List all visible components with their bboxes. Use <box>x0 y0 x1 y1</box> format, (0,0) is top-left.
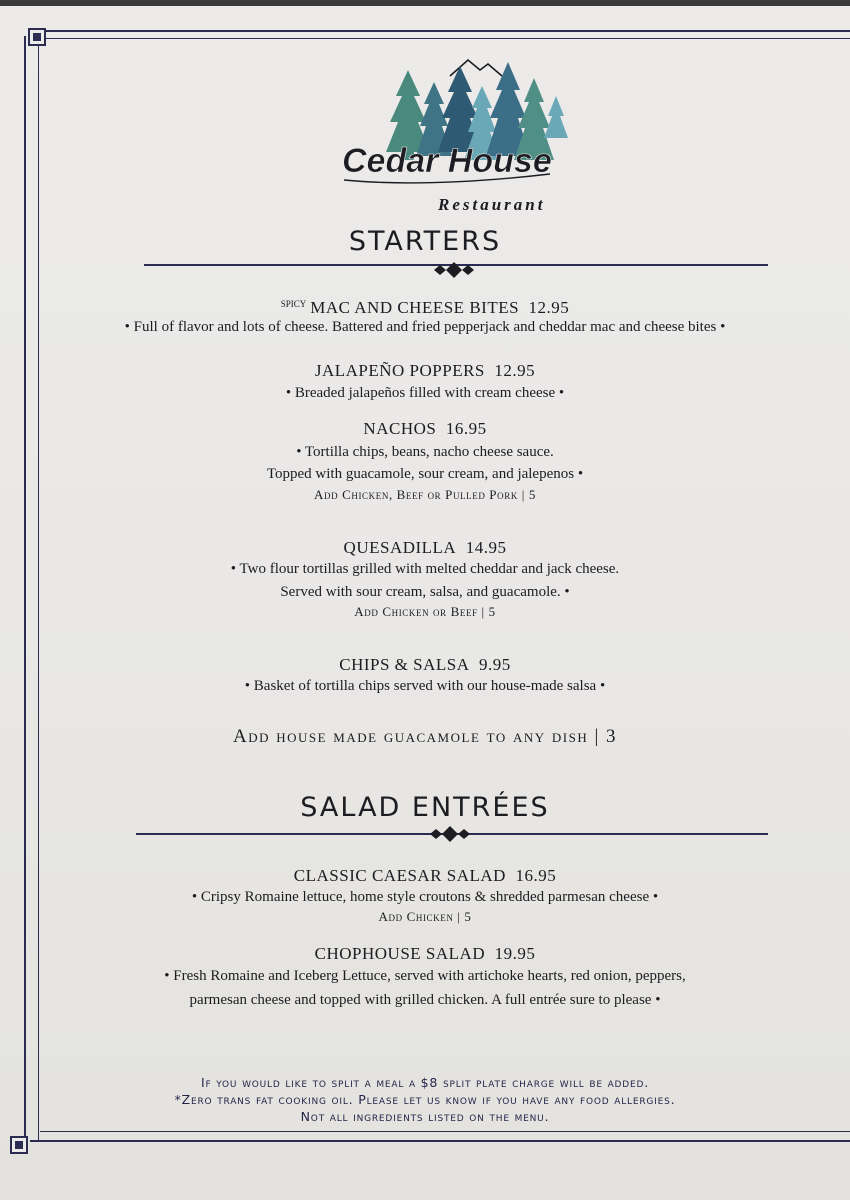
footer-split-plate-note: If you would like to split a meal a $8 split plate charge will be added. <box>200 1075 649 1090</box>
item-description: Served with sour cream, salsa, and guacamole. • <box>280 584 570 600</box>
item-price: 19.95 <box>494 944 536 963</box>
item-addon: Add Chicken | 5 <box>378 909 472 924</box>
frame-bottom-outer <box>30 1140 850 1142</box>
footer-notes <box>0 1074 850 1125</box>
item-addon: Add Chicken or Beef | 5 <box>354 604 496 619</box>
svg-text:Restaurant: Restaurant <box>438 195 546 214</box>
item-price: 16.95 <box>445 419 487 438</box>
frame-top-inner <box>40 38 850 39</box>
item-description: parmesan cheese and topped with grilled chicken. A full entrée sure to please • <box>189 992 661 1008</box>
frame-top-outer <box>30 30 850 32</box>
salads-title: SALAD ENTRÉES <box>300 792 550 823</box>
item-description: • Cripsy Romaine lettuce, home style croutons & shredded parmesan cheese • <box>191 889 659 905</box>
item-description: • Fresh Romaine and Iceberg Lettuce, served with artichoke hearts, red onion, peppers, <box>164 968 686 984</box>
item-price: 14.95 <box>465 538 507 557</box>
salads-diamond-ornament <box>420 826 480 842</box>
item-description: • Breaded jalapeños filled with cream cheese • <box>285 385 565 401</box>
item-description: • Two flour tortillas grilled with melted cheddar and jack cheese. <box>230 561 620 577</box>
logo-lettering: Cedar House <box>342 142 552 180</box>
frame-corner-bottom-left <box>10 1136 28 1154</box>
frame-corner-top-left <box>28 28 46 46</box>
item-name: CLASSIC CAESAR SALAD <box>293 866 506 885</box>
item-price: 12.95 <box>494 361 536 380</box>
item-price: 12.95 <box>528 298 570 317</box>
item-chophouse-salad <box>0 944 850 964</box>
item-price: 9.95 <box>479 655 511 674</box>
item-name: JALAPEÑO POPPERS <box>314 361 485 380</box>
item-nachos <box>0 419 850 439</box>
item-name: MAC AND CHEESE BITES <box>310 298 520 317</box>
item-addon: Add Chicken, Beef or Pulled Pork | 5 <box>314 487 536 502</box>
frame-bottom-inner <box>40 1131 850 1132</box>
footer-ingredients-note: Not all ingredients listed on the menu. <box>300 1109 550 1124</box>
item-description: • Tortilla chips, beans, nacho cheese sauce. <box>296 444 554 460</box>
starters-title: STARTERS <box>348 226 502 257</box>
item-name: NACHOS <box>363 419 437 438</box>
item-description: Topped with guacamole, sour cream, and jalepenos • <box>266 466 584 482</box>
item-classic-caesar-salad <box>0 866 850 886</box>
cedar-trees-logo-icon <box>330 56 580 216</box>
item-name: QUESADILLA <box>343 538 457 557</box>
spicy-tag: SPICY <box>280 299 307 309</box>
item-name: CHOPHOUSE SALAD <box>314 944 486 963</box>
item-chips-salsa <box>0 655 850 675</box>
menu-page <box>0 6 850 1200</box>
guacamole-addon-note: Add house made guacamole to any dish | 3 <box>232 726 618 747</box>
item-description: • Full of flavor and lots of cheese. Battered and fried pepperjack and cheddar mac and cheese bites • <box>124 319 726 335</box>
restaurant-logo <box>330 56 580 216</box>
item-jalapeno-poppers <box>0 361 850 381</box>
item-name: CHIPS & SALSA <box>339 655 470 674</box>
starters-diamond-ornament <box>424 262 484 278</box>
footer-allergy-note: *Zero trans fat cooking oil. Please let us know if you have any food allergies. <box>174 1092 676 1107</box>
item-quesadilla <box>0 538 850 558</box>
item-description: • Basket of tortilla chips served with our house-made salsa • <box>244 678 606 694</box>
item-price: 16.95 <box>515 866 557 885</box>
